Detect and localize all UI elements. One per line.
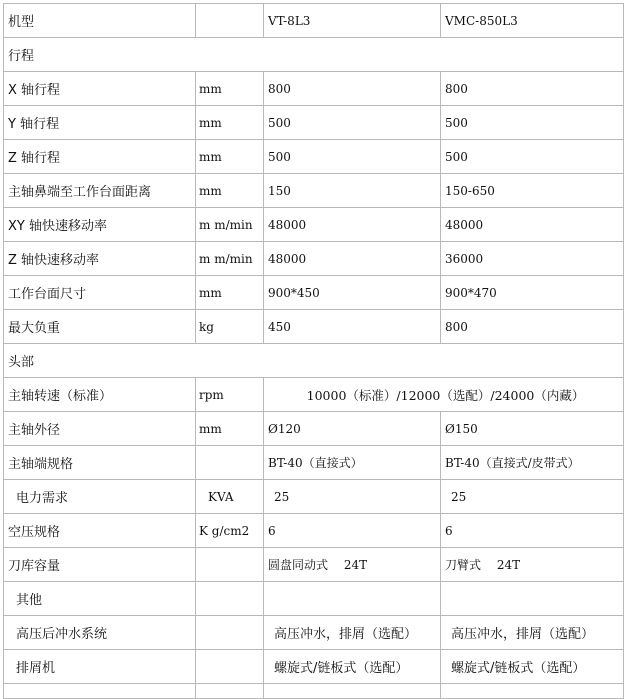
row-value-a: 500 [264, 106, 441, 140]
row-unit: mm [196, 276, 264, 310]
empty-cell [264, 582, 441, 616]
header-row [4, 4, 624, 38]
row-value-b: 螺旋式/链板式（选配） [441, 650, 624, 684]
row-unit: mm [196, 72, 264, 106]
row-unit: kg [196, 310, 264, 344]
row-value-b: 150-650 [441, 174, 624, 208]
row-value-a: Ø120 [264, 412, 441, 446]
section-other-title: 其他 [4, 582, 196, 616]
row-value-a: 48000 [264, 208, 441, 242]
row-label: Y 轴行程 [4, 106, 196, 140]
row-unit: K g/cm2 [196, 514, 264, 548]
row-value-a: 48000 [264, 242, 441, 276]
row-value-a: 900*450 [264, 276, 441, 310]
row-unit: KVA [196, 480, 264, 514]
empty-cell [196, 684, 264, 699]
row-label: 电力需求 [4, 480, 196, 514]
section-head-row [4, 344, 624, 378]
row-value-a: 圆盘同动式 24T [264, 548, 441, 582]
row-value-a: 25 [264, 480, 441, 514]
row-label: X 轴行程 [4, 72, 196, 106]
row-unit [196, 548, 264, 582]
table-row [4, 174, 624, 208]
row-value-b: 500 [441, 106, 624, 140]
table-row [4, 514, 624, 548]
table-row [4, 480, 624, 514]
row-label: 最大负重 [4, 310, 196, 344]
row-unit [196, 616, 264, 650]
header-label: 机型 [4, 4, 196, 38]
row-label: 排屑机 [4, 650, 196, 684]
table-row [4, 446, 624, 480]
row-label: Z 轴行程 [4, 140, 196, 174]
row-value-a: BT-40（直接式） [264, 446, 441, 480]
row-value-b: 6 [441, 514, 624, 548]
table-row [4, 106, 624, 140]
row-label: XY 轴快速移动率 [4, 208, 196, 242]
table-row [4, 208, 624, 242]
row-value-b: 25 [441, 480, 624, 514]
row-value-b: Ø150 [441, 412, 624, 446]
table-row [4, 378, 624, 412]
spindle-speed-value: 10000（标准）/12000（选配）/24000（内藏） [264, 378, 624, 412]
row-label: 刀库容量 [4, 548, 196, 582]
row-unit [196, 650, 264, 684]
section-head-title: 头部 [4, 344, 624, 378]
row-label: 高压后冲水系统 [4, 616, 196, 650]
header-unit [196, 4, 264, 38]
table-row [4, 310, 624, 344]
row-value-b: 高压冲水，排屑（选配） [441, 616, 624, 650]
row-unit: mm [196, 106, 264, 140]
row-value-b: 36000 [441, 242, 624, 276]
table-row [4, 616, 624, 650]
empty-cell [4, 684, 196, 699]
section-other-row [4, 582, 624, 616]
row-unit: m m/min [196, 208, 264, 242]
empty-cell [441, 582, 624, 616]
row-unit: m m/min [196, 242, 264, 276]
row-unit: mm [196, 412, 264, 446]
row-unit: mm [196, 174, 264, 208]
row-value-a: 6 [264, 514, 441, 548]
table-row [4, 650, 624, 684]
row-value-b: 800 [441, 72, 624, 106]
table-row [4, 276, 624, 310]
table-row [4, 548, 624, 582]
table-row [4, 412, 624, 446]
row-label: 主轴转速（标准） [4, 378, 196, 412]
row-label: Z 轴快速移动率 [4, 242, 196, 276]
row-value-a: 500 [264, 140, 441, 174]
row-value-b: 500 [441, 140, 624, 174]
model-b-name: VMC-850L3 [441, 4, 624, 38]
row-value-a: 800 [264, 72, 441, 106]
empty-cell [441, 684, 624, 699]
section-travel-row [4, 38, 624, 72]
row-value-a: 450 [264, 310, 441, 344]
row-value-b: 48000 [441, 208, 624, 242]
row-value-a: 高压冲水，排屑（选配） [264, 616, 441, 650]
row-value-b: 900*470 [441, 276, 624, 310]
row-unit: rpm [196, 378, 264, 412]
table-row-partial [4, 684, 624, 699]
table-row [4, 242, 624, 276]
table-row [4, 72, 624, 106]
row-value-a: 150 [264, 174, 441, 208]
row-label: 主轴外径 [4, 412, 196, 446]
spec-table [3, 3, 624, 699]
model-a-name: VT-8L3 [264, 4, 441, 38]
empty-cell [196, 582, 264, 616]
empty-cell [264, 684, 441, 699]
row-label: 主轴端规格 [4, 446, 196, 480]
row-value-b: 刀臂式 24T [441, 548, 624, 582]
row-label: 空压规格 [4, 514, 196, 548]
row-label: 主轴鼻端至工作台面距离 [4, 174, 196, 208]
table-row [4, 140, 624, 174]
row-unit [196, 446, 264, 480]
row-value-b: BT-40（直接式/皮带式） [441, 446, 624, 480]
row-label: 工作台面尺寸 [4, 276, 196, 310]
section-travel-title: 行程 [4, 38, 624, 72]
row-unit: mm [196, 140, 264, 174]
row-value-b: 800 [441, 310, 624, 344]
row-value-a: 螺旋式/链板式（选配） [264, 650, 441, 684]
